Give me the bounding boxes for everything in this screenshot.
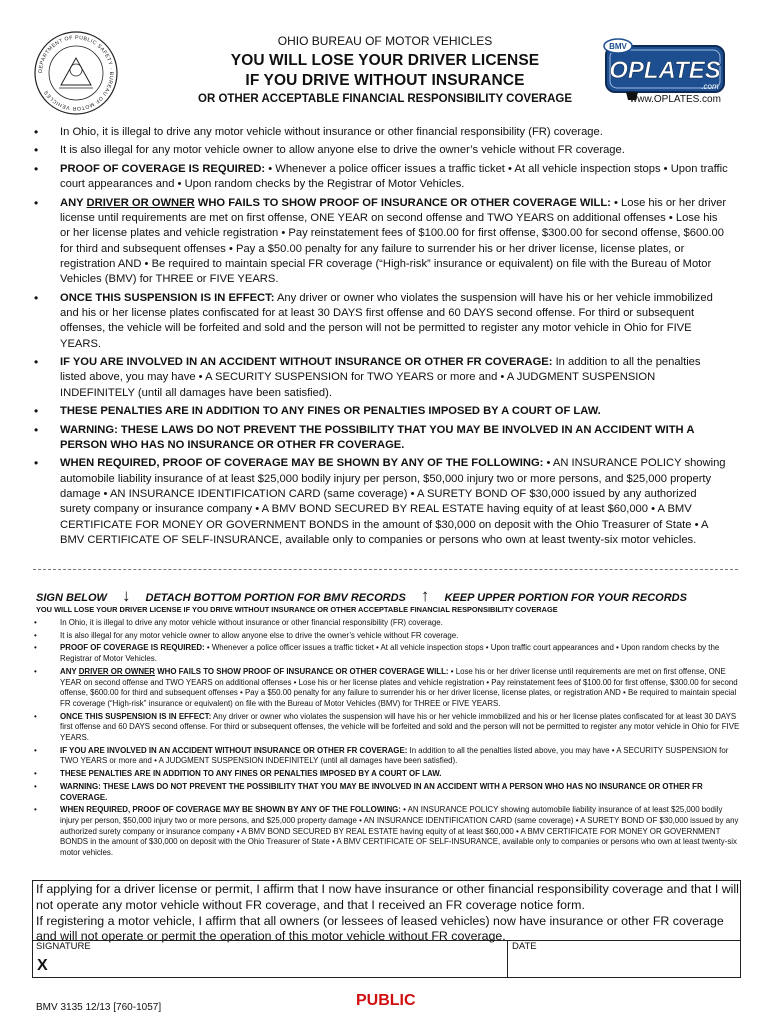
subtitle: OR OTHER ACCEPTABLE FINANCIAL RESPONSIBILITY COVERAGE xyxy=(198,93,572,105)
detach-label: DETACH BOTTOM PORTION FOR BMV RECORDS xyxy=(145,592,406,604)
item-lead: IF YOU ARE INVOLVED IN AN ACCIDENT WITHOUT INSURANCE OR OTHER FR COVERAGE: xyxy=(60,356,553,369)
seal-text: DEPARTMENT OF PUBLIC SAFETY · BUREAU OF MOTOR VEHICLES xyxy=(37,34,115,112)
arrow-down-icon: ↓ xyxy=(121,586,131,605)
item-lead: PROOF OF COVERAGE IS REQUIRED: xyxy=(60,162,266,175)
item-lead: PROOF OF COVERAGE IS REQUIRED: xyxy=(60,643,205,653)
list-item xyxy=(28,404,728,419)
small-title: YOU WILL LOSE YOUR DRIVER LICENSE IF YOU DRIVE WITHOUT INSURANCE OR OTHER ACCEPTABLE FINANCIAL RESPONSIBILITY COVERAGE xyxy=(36,605,558,614)
affirmation-text xyxy=(36,882,740,945)
item-text: In addition to all the penalties listed above, you may have • A SECURITY SUSPENSION for TWO YEARS or more and • A JUDGMENT SUSPENSION INDEFINITELY (until all damages have been satisfied). xyxy=(60,356,701,399)
item-text: In Ohio, it is illegal to drive any motor vehicle without insurance or other financial responsibility (FR) coverage. xyxy=(60,126,603,138)
item-lead: ONCE THIS SUSPENSION IS IN EFFECT: xyxy=(60,291,275,304)
list-item xyxy=(28,423,728,454)
sign-below-label: SIGN BELOW xyxy=(36,592,107,604)
public-stamp: PUBLIC xyxy=(356,992,416,1009)
list-item xyxy=(28,196,728,288)
item-lead: WARNING: THESE LAWS DO NOT PREVENT THE POSSIBILITY THAT YOU MAY BE INVOLVED IN AN ACCIDENT WITH A PERSON WHO HAS NO INSURANCE OR OTHER FR COVERAGE. xyxy=(60,423,694,451)
item-text: • Whenever a police officer issues a traffic ticket • At all vehicle inspection stops • Upon traffic court appearances and • Upon random checks by the Registrar of Motor Vehicles. xyxy=(60,162,728,191)
item-lead: ONCE THIS SUSPENSION IS IN EFFECT: xyxy=(60,711,212,721)
list-item xyxy=(28,162,728,193)
title-line-1: YOU WILL LOSE YOUR DRIVER LICENSE xyxy=(230,52,540,69)
list-item xyxy=(28,782,740,803)
item-lead: ANY xyxy=(60,666,79,676)
arrow-up-icon: ↑ xyxy=(420,586,430,605)
item-lead: WHEN REQUIRED, PROOF OF COVERAGE MAY BE SHOWN BY ANY OF THE FOLLOWING: xyxy=(60,805,401,815)
item-lead: WHO FAILS TO SHOW PROOF OF INSURANCE OR OTHER COVERAGE WILL: xyxy=(194,196,611,209)
list-item xyxy=(28,618,740,629)
small-bullet-list xyxy=(28,618,740,861)
item-text: In addition to all the penalties listed above, you may have • A SECURITY SUSPENSION for TWO YEARS or more and • A JUDGMENT SUSPENSION INDEFINITELY (until all damages have been satisfied). xyxy=(60,745,729,766)
item-text: • AN INSURANCE POLICY showing automobile liability insurance of at least $25,000 bodily injury per person, $50,000 injury two or more persons, and $25,000 property damage • AN INSURANCE IDENTIFICATION CARD (same coverage) • A SURETY BOND OF $30,000 issued by any authorized surety company or insurance company • A BMV BOND SECURED BY REAL ESTATE having equity of at least $60,000 • A BMV CERTIFICATE FOR MONEY OR GOVERNMENT BONDS in the amount of $30,000 on deposit with the Ohio Treasurer of State • A BMV CERTIFICATE OF SELF-INSURANCE, available only to companies or persons who own at least twenty-six motor vehicles. xyxy=(60,457,726,546)
item-text: Any driver or owner who violates the suspension will have his or her vehicle immobilized and his or her license plates confiscated for at least 30 DAYS first offense and 60 DAYS second offense. For third or subsequent offenses, the vehicle will be forfeited and sold and the person will not be permitted to register any motor vehicle in Ohio for FIVE YEARS. xyxy=(60,291,713,350)
item-text: It is also illegal for any motor vehicle owner to allow anyone else to drive the owner’s vehicle without FR coverage. xyxy=(60,630,459,640)
item-lead: WARNING: THESE LAWS DO NOT PREVENT THE POSSIBILITY THAT YOU MAY BE INVOLVED IN AN ACCIDENT WITH A PERSON WHO HAS NO INSURANCE OR OTHER FR COVERAGE. xyxy=(60,781,703,802)
affirmation-registration: If registering a motor vehicle, I affirm that all owners (or lessees of leased vehicles) now have insurance or other FR coverage and will not operate or permit the operation of this motor vehicle without FR coverage. xyxy=(36,913,724,944)
list-item xyxy=(28,291,728,352)
item-lead: ANY xyxy=(60,196,87,209)
logo-brand: OPLATES xyxy=(609,57,721,84)
list-item xyxy=(28,456,728,548)
detach-line xyxy=(33,569,738,570)
item-lead-underlined: DRIVER OR OWNER xyxy=(86,196,195,209)
signature-field[interactable]: X xyxy=(37,957,48,974)
keep-label: KEEP UPPER PORTION FOR YOUR RECORDS xyxy=(444,592,687,604)
form-id: BMV 3135 12/13 [760-1057] xyxy=(36,1002,162,1013)
date-divider xyxy=(507,940,508,978)
list-item xyxy=(28,805,740,859)
item-text: In Ohio, it is illegal to drive any motor vehicle without insurance or other financial responsibility (FR) coverage. xyxy=(60,618,443,627)
list-item xyxy=(28,143,728,158)
list-item xyxy=(28,667,740,710)
logo-suffix: .com xyxy=(701,82,719,91)
item-text: • Lose his or her driver license until requirements are met on first offense, ONE YEAR on second offense and TWO YEARS on additional offenses • Lose his or her license plates and vehicle registration • Pay reinstatement fees of $100.00 for first offense, $300.00 for second offense, $600.00 for third and subsequent offenses • Pay a $50.00 penalty for any failure to surrender his or her driver license, license plates, or registration AND • Be required to maintain special FR coverage (“High-risk” insurance or equivalent) on file with the Bureau of Motor Vehicles (BMV) for THREE or FIVE YEARS. xyxy=(60,666,738,708)
affirmation-license: If applying for a driver license or permit, I affirm that I now have insurance or other financial responsibility coverage and that I will not operate any motor vehicle without FR coverage, and that I received an FR coverage notice form. xyxy=(36,882,739,912)
list-item xyxy=(28,643,740,664)
item-lead: IF YOU ARE INVOLVED IN AN ACCIDENT WITHOUT INSURANCE OR OTHER FR COVERAGE: xyxy=(60,745,408,755)
signature-label: SIGNATURE xyxy=(36,941,91,952)
logo-url[interactable]: www.OPLATES.com xyxy=(630,94,721,105)
item-text: • AN INSURANCE POLICY showing automobile liability insurance of at least $25,000 bodily injury per person, $50,000 injury two or more persons, and $25,000 property damage • AN INSURANCE IDENTIFICATION CARD (same coverage) • A SURETY BOND OF $30,000 issued by any authorized surety company or insurance company • A BMV BOND SECURED BY REAL ESTATE having equity of at least $60,000 • A BMV CERTIFICATE FOR MONEY OR GOVERNMENT BONDS in the amount of $30,000 on deposit with the Ohio Treasurer of State • A BMV CERTIFICATE OF SELF-INSURANCE, available only to companies or persons who own at least twenty-six motor vehicles. xyxy=(60,805,739,858)
date-label: DATE xyxy=(512,941,537,952)
agency-name: OHIO BUREAU OF MOTOR VEHICLES xyxy=(277,34,493,48)
signature-divider xyxy=(32,940,741,941)
ohio-seal-icon xyxy=(33,30,119,116)
item-text: It is also illegal for any motor vehicle owner to allow anyone else to drive the owner’s vehicle without FR coverage. xyxy=(60,144,625,157)
main-bullet-list xyxy=(28,125,728,551)
item-text: • Lose his or her driver license until requirements are met on first offense, ONE YEAR on second offense and TWO YEARS on additional offenses • Lose his or her license plates and vehicle registration • Pay reinstatement fees of $100.00 for first offense, $300.00 for second offense, $600.00 for third and subsequent offenses • Pay a $50.00 penalty for any failure to surrender his or her driver license, license plates, or registration AND • Be required to maintain special FR coverage (“High-risk” insurance or equivalent) on file with the Bureau of Motor Vehicles (BMV) for THREE or FIVE YEARS. xyxy=(60,196,727,286)
item-lead: THESE PENALTIES ARE IN ADDITION TO ANY FINES OR PENALTIES IMPOSED BY A COURT OF LAW. xyxy=(60,405,601,418)
list-item xyxy=(28,631,740,642)
item-lead-underlined: DRIVER OR OWNER xyxy=(78,666,155,676)
list-item xyxy=(28,746,740,767)
list-item xyxy=(28,712,740,744)
list-item xyxy=(28,355,728,401)
item-lead: WHO FAILS TO SHOW PROOF OF INSURANCE OR OTHER COVERAGE WILL: xyxy=(155,666,449,676)
logo-small: BMV xyxy=(609,42,627,51)
list-item xyxy=(28,125,728,140)
list-item xyxy=(28,769,740,780)
item-text: Any driver or owner who violates the suspension will have his or her vehicle immobilized and his or her license plates confiscated for at least 30 DAYS first offense and 60 DAYS second offense. For third or subsequent offenses, the vehicle will be forfeited and sold and the person will not be permitted to register any motor vehicle in Ohio for FIVE YEARS. xyxy=(60,711,740,743)
title-line-2: IF YOU DRIVE WITHOUT INSURANCE xyxy=(245,72,525,89)
item-text: • Whenever a police officer issues a traffic ticket • At all vehicle inspection stops • Upon traffic court appearances and • Upon random checks by the Registrar of Motor Vehicles. xyxy=(60,643,720,664)
item-lead: WHEN REQUIRED, PROOF OF COVERAGE MAY BE SHOWN BY ANY OF THE FOLLOWING: xyxy=(60,457,544,470)
item-lead: THESE PENALTIES ARE IN ADDITION TO ANY FINES OR PENALTIES IMPOSED BY A COURT OF LAW. xyxy=(60,769,442,779)
